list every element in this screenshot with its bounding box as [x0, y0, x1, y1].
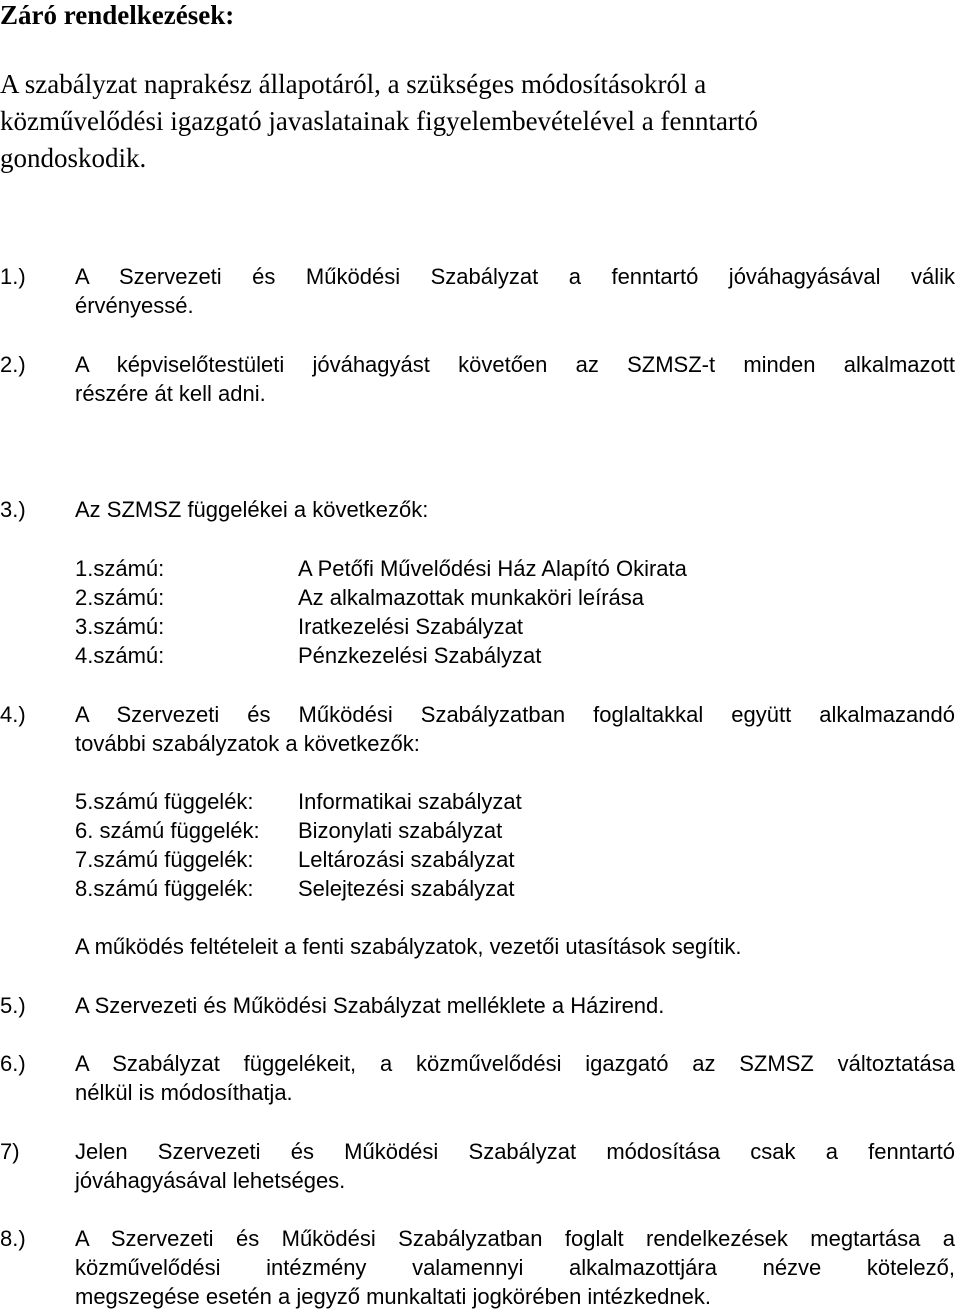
item-text-line: további szabályzatok a következők: — [75, 731, 420, 756]
section-title: Záró rendelkezések: — [0, 0, 235, 30]
item-text-line: részére át kell adni. — [75, 381, 266, 406]
appendix-label: 1.számú: — [75, 556, 165, 581]
closing-sentence: A működés feltételeit a fenti szabályzatok, vezetői utasítások segítik. — [75, 934, 742, 959]
appendix-title: Iratkezelési Szabályzat — [298, 614, 523, 639]
item-number: 8.) — [0, 1226, 26, 1251]
appendix-label: 4.számú: — [75, 643, 165, 668]
appendix-title: Az alkalmazottak munkaköri leírása — [298, 585, 645, 610]
item-number: 1.) — [0, 264, 26, 289]
item-number: 3.) — [0, 497, 26, 522]
appendix-label: 2.számú: — [75, 585, 165, 610]
item-number: 2.) — [0, 352, 26, 377]
item-text-line: nélkül is módosíthatja. — [75, 1080, 293, 1105]
item-text-line: A Szervezeti és Működési Szabályzat a fenntartó jóváhagyásával válik — [75, 264, 955, 289]
item-text-line: közművelődési intézmény valamennyi alkalmazottjára nézve kötelező, — [75, 1255, 955, 1280]
item-text-line: A Szervezeti és Működési Szabályzatban foglaltakkal együtt alkalmazandó — [75, 702, 955, 727]
appendix-title: Selejtezési szabályzat — [298, 876, 515, 901]
appendix-label: 5.számú függelék: — [75, 789, 254, 814]
item-number: 6.) — [0, 1051, 26, 1076]
appendix-title: Pénzkezelési Szabályzat — [298, 643, 542, 668]
item-text-line: megszegése esetén a jegyző munkaltati jogkörében intézkednek. — [75, 1284, 711, 1309]
appendix-title: Bizonylati szabályzat — [298, 818, 503, 843]
item-number: 5.) — [0, 993, 26, 1018]
intro-line-1: A szabályzat naprakész állapotáról, a szükséges módosításokról a — [0, 69, 707, 99]
appendix-title: Informatikai szabályzat — [298, 789, 522, 814]
appendix-label: 8.számú függelék: — [75, 876, 254, 901]
intro-line-2: közművelődési igazgató javaslatainak figyelembevételével a fenntartó — [0, 106, 758, 136]
item-text-line: jóváhagyásával lehetséges. — [75, 1168, 346, 1193]
item-text-line: Az SZMSZ függelékei a következők: — [75, 497, 429, 522]
item-number: 4.) — [0, 702, 26, 727]
appendix-label: 6. számú függelék: — [75, 818, 260, 843]
appendix-title: A Petőfi Művelődési Ház Alapító Okirata — [298, 556, 687, 581]
item-text-line: A Szervezeti és Működési Szabályzatban foglalt rendelkezések megtartása a — [75, 1226, 955, 1251]
item-text-line: A Szervezeti és Működési Szabályzat melléklete a Házirend. — [75, 993, 665, 1018]
item-number: 7) — [0, 1139, 20, 1164]
item-text-line: Jelen Szervezeti és Működési Szabályzat módosítása csak a fenntartó — [75, 1139, 955, 1164]
appendix-title: Leltározási szabályzat — [298, 847, 515, 872]
item-text-line: A Szabályzat függelékeit, a közművelődési igazgató az SZMSZ változtatása — [75, 1051, 955, 1076]
intro-line-3: gondoskodik. — [0, 143, 147, 173]
appendix-label: 7.számú függelék: — [75, 847, 254, 872]
appendix-label: 3.számú: — [75, 614, 165, 639]
item-text-line: A képviselőtestületi jóváhagyást követően az SZMSZ-t minden alkalmazott — [75, 352, 955, 377]
item-text-line: érvényessé. — [75, 293, 194, 318]
